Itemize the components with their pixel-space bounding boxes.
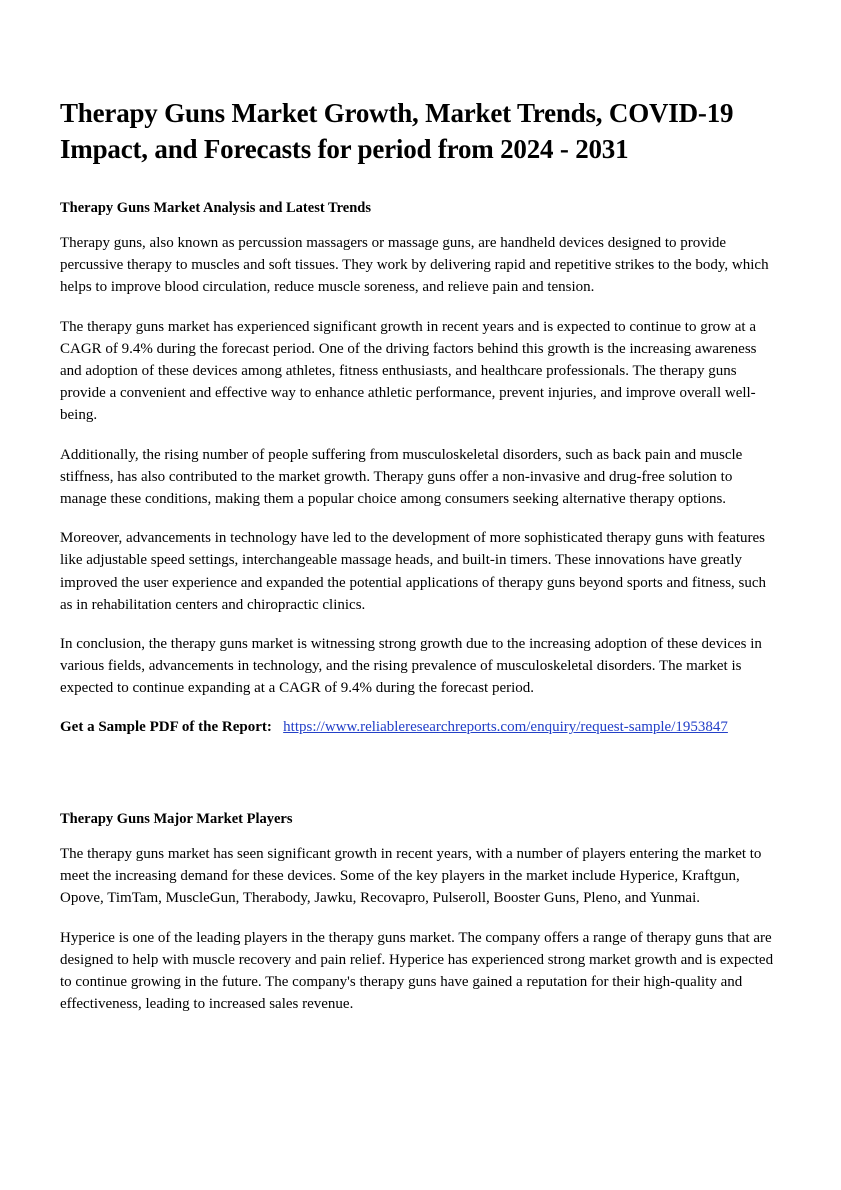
paragraph-analysis-4: Moreover, advancements in technology have led to the development of more sophisticated therapy guns with features like adjustable speed settings, interchangeable massage heads, and built-in timers. These innovations have greatly improved the user experience and expanded the potential applications of therapy guns beyond sports and fitness, such as in rehabilitation centers and chiropractic clinics.	[60, 530, 767, 613]
section-spacer	[60, 739, 777, 765]
sample-pdf-label: Get a Sample PDF of the Report:	[60, 719, 272, 736]
paragraph-players-2: Hyperice is one of the leading players in the therapy guns market. The company offers a range of therapy guns that are designed to help with muscle recovery and pain relief. Hyperice has experienced strong market growth and is expected to continue growing in the future. The company's therapy guns have gained a reputation for their high-quality and effectiveness, leading to increased sales revenue.	[60, 929, 774, 1013]
paragraph-analysis-1: Therapy guns, also known as percussion massagers or massage guns, are handheld devices designed to provide percussive therapy to muscles and soft tissues. They work by delivering rapid and repetitive strikes to the body, which helps to improve blood circulation, reduce muscle soreness, and relieve pain and tension.	[60, 235, 769, 296]
paragraph-analysis-5: In conclusion, the therapy guns market is witnessing strong growth due to the increasing adoption of these devices in various fields, advancements in technology, and the rising prevalence of musculoskeletal disorders. The market is expected to continue expanding at a CAGR of 9.4% during the forecast period.	[60, 635, 762, 697]
paragraph-analysis-2: The therapy guns market has experienced significant growth in recent years and is expected to continue to grow at a CAGR of 9.4% during the forecast period. One of the driving factors behind this growth is the increasing awareness and adoption of these devices among athletes, fitness enthusiasts, and healthcare professionals. The therapy guns provide a convenient and effective way to enhance athletic performance, prevent injuries, and improve overall well-being.	[60, 318, 757, 424]
section-heading-analysis: Therapy Guns Market Analysis and Latest Trends	[60, 199, 371, 216]
page-title: Therapy Guns Market Growth, Market Trends, COVID-19 Impact, and Forecasts for period from 2024 - 2031	[60, 98, 734, 164]
sample-pdf-cta	[60, 716, 777, 738]
paragraph-players-1: The therapy guns market has seen significant growth in recent years, with a number of players entering the market to meet the increasing demand for these devices. Some of the key players in the market include Hyperice, Kraftgun, Opove, TimTam, MuscleGun, Therabody, Jawku, Recovapro, Pulseroll, Booster Guns, Pleno, and Yunmai.	[60, 845, 762, 907]
paragraph-analysis-3: Additionally, the rising number of people suffering from musculoskeletal disorders, such as back pain and muscle stiffness, has also contributed to the market growth. Therapy guns offer a non-invasive and drug-free solution to manage these conditions, making them a popular choice among consumers seeking alternative therapy options.	[60, 446, 743, 507]
sample-pdf-link[interactable]: https://www.reliableresearchreports.com/enquiry/request-sample/1953847	[283, 719, 728, 736]
section-heading-players: Therapy Guns Major Market Players	[60, 810, 293, 827]
